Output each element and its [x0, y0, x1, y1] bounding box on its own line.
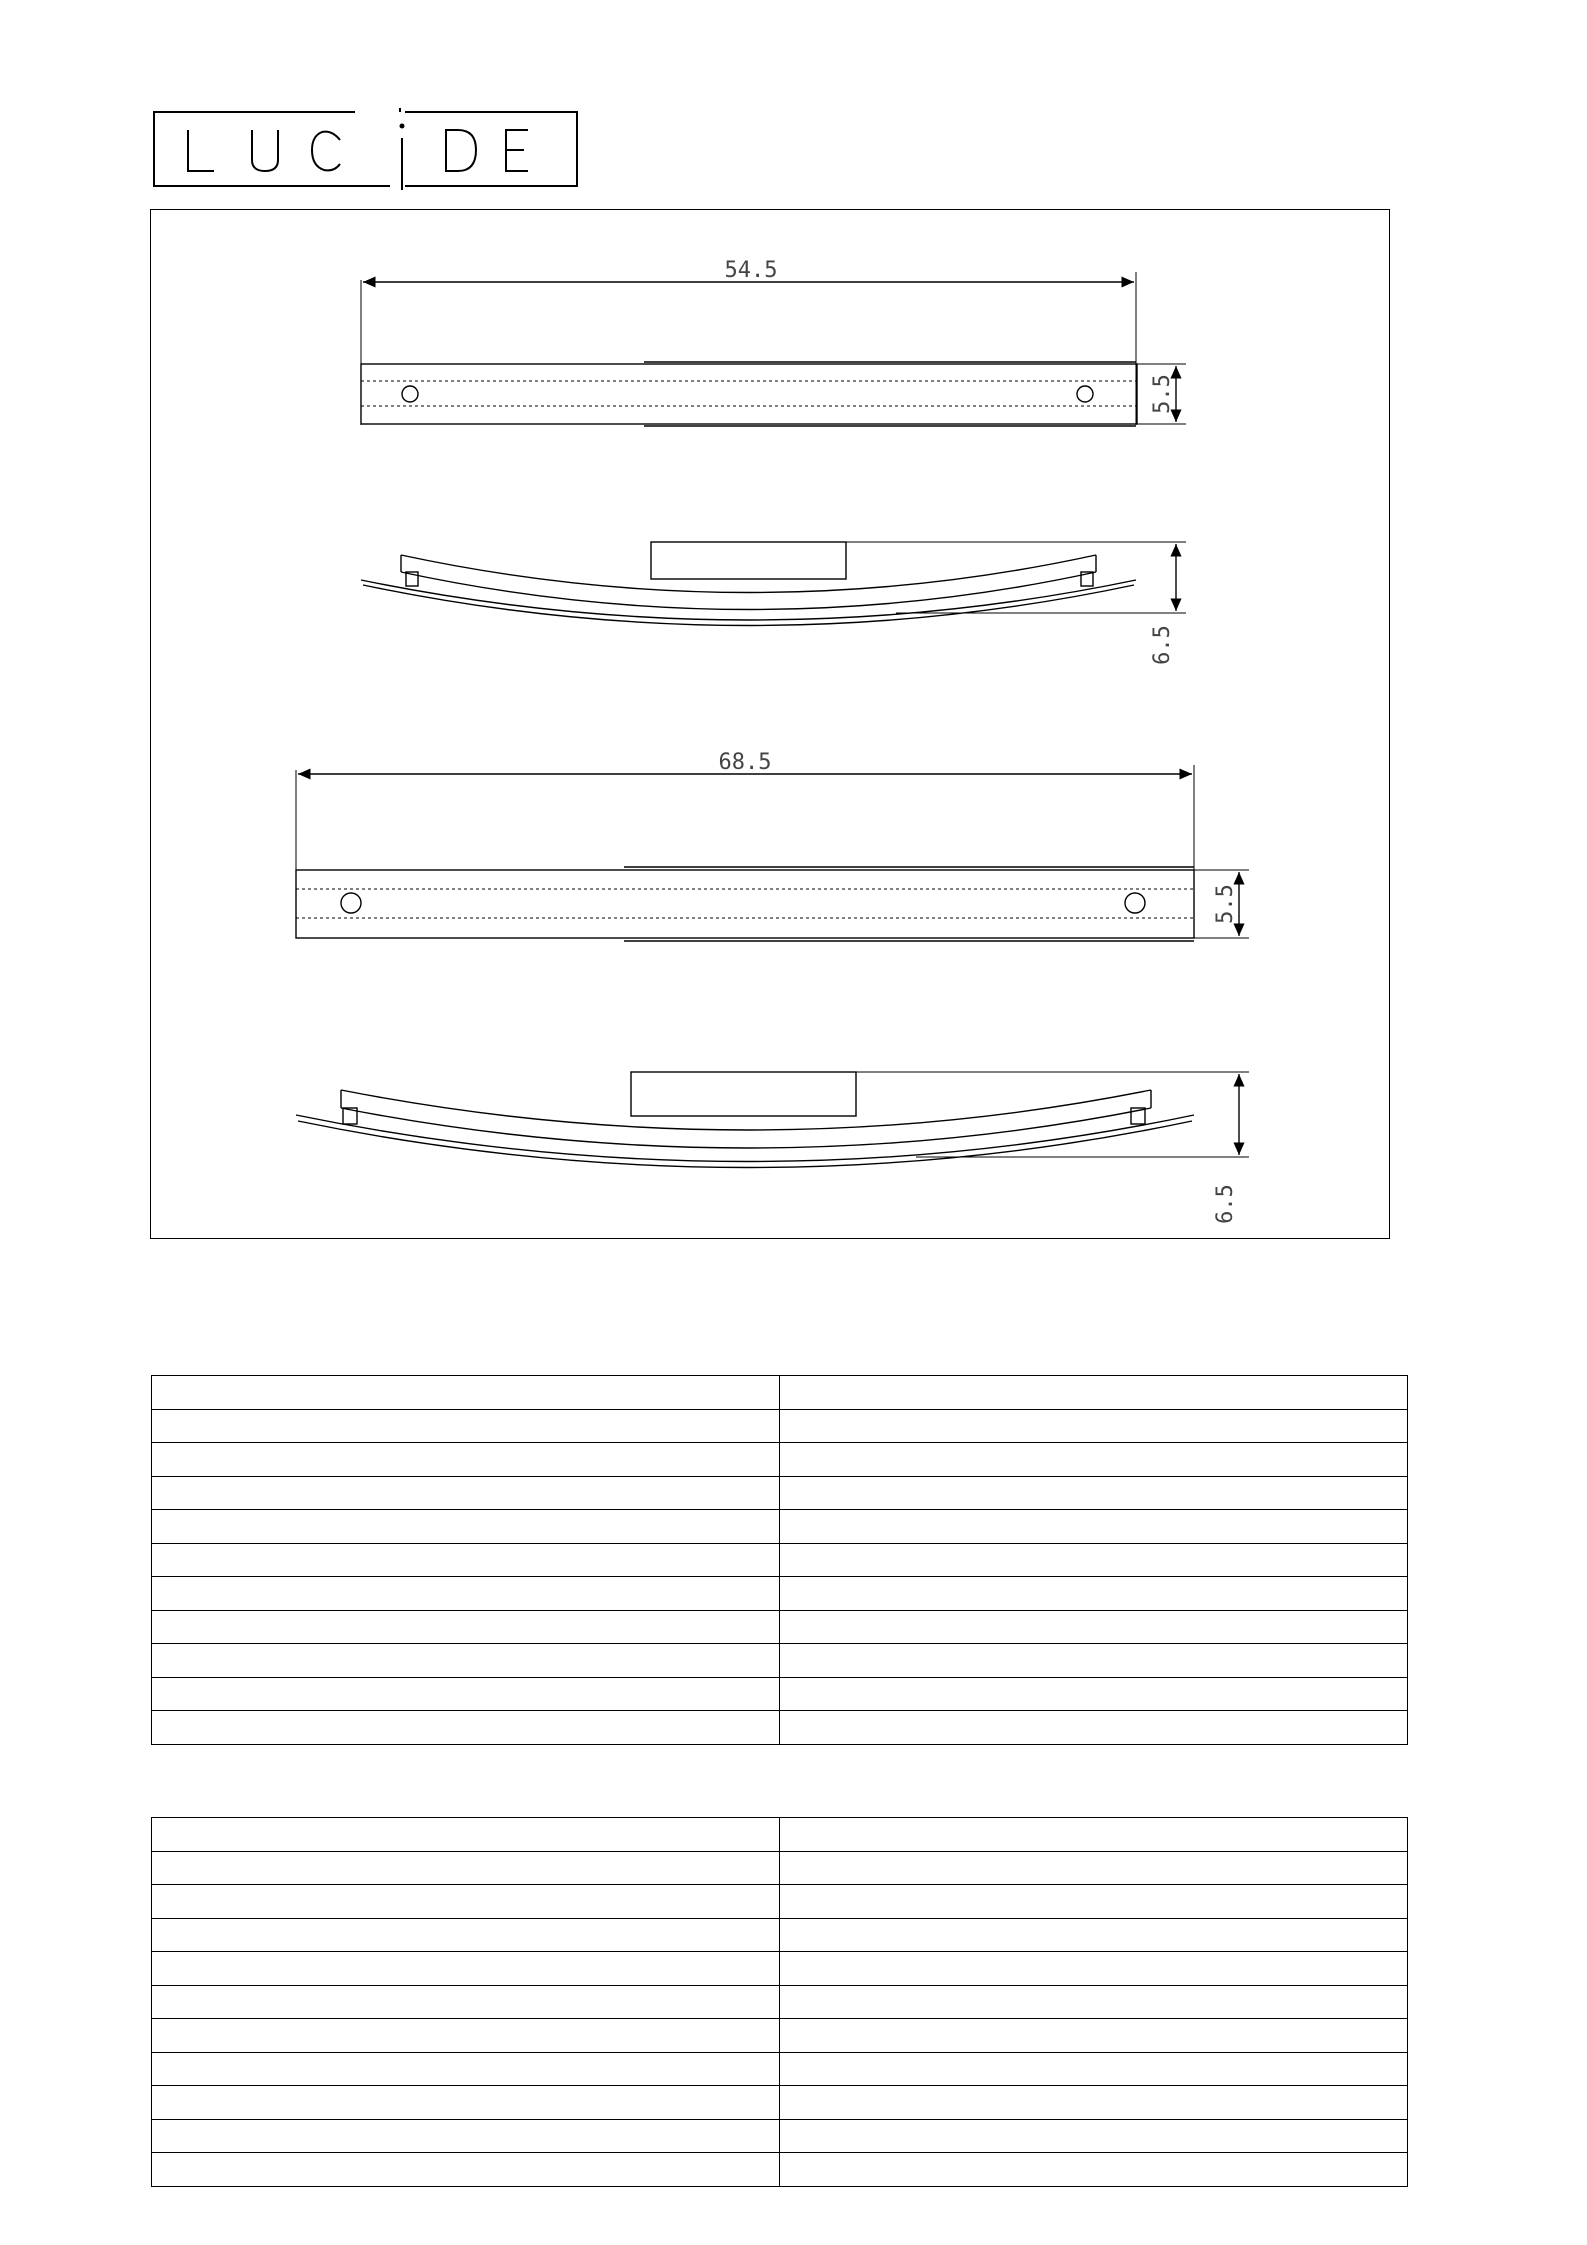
table-row [152, 1476, 1408, 1510]
table-row [152, 1610, 1408, 1644]
table-row [152, 1409, 1408, 1443]
table-cell [780, 1918, 1408, 1952]
table-cell [152, 1510, 780, 1544]
table-cell [780, 1610, 1408, 1644]
table-cell [152, 1952, 780, 1986]
depth-label-large: 6.5 [1213, 1184, 1238, 1224]
table-cell [780, 1476, 1408, 1510]
table-cell [152, 1610, 780, 1644]
table-row [152, 1510, 1408, 1544]
table-cell [780, 1644, 1408, 1678]
table-cell [152, 1985, 780, 2019]
table-row [152, 1677, 1408, 1711]
table-cell [780, 1510, 1408, 1544]
side-view-small [361, 542, 1186, 626]
table-cell [780, 1677, 1408, 1711]
table-row [152, 1577, 1408, 1611]
table-cell [780, 2086, 1408, 2120]
table-cell [780, 1851, 1408, 1885]
lucide-logo [150, 108, 580, 190]
table-cell [780, 1885, 1408, 1919]
table-cell [780, 2119, 1408, 2153]
table-row [152, 2119, 1408, 2153]
table-cell [152, 1577, 780, 1611]
table-cell [780, 1952, 1408, 1986]
table-cell [152, 1443, 780, 1477]
table-cell [152, 1711, 780, 1745]
technical-drawing [150, 209, 1390, 1239]
table-row [152, 1711, 1408, 1745]
table-cell [152, 2052, 780, 2086]
table-cell [152, 1918, 780, 1952]
table-cell [152, 1376, 780, 1410]
table-row [152, 2052, 1408, 2086]
table-cell [152, 2119, 780, 2153]
table-cell [152, 1818, 780, 1852]
table-row [152, 1644, 1408, 1678]
table-cell [152, 2019, 780, 2053]
table-cell [780, 1543, 1408, 1577]
table-cell [152, 2153, 780, 2187]
table-row [152, 1818, 1408, 1852]
table-cell [780, 2153, 1408, 2187]
table-cell [152, 1476, 780, 1510]
table-row [152, 2019, 1408, 2053]
width-label-small: 54.5 [724, 258, 778, 283]
table-cell [780, 1985, 1408, 2019]
table-cell [780, 1818, 1408, 1852]
table-row [152, 1851, 1408, 1885]
table-cell [780, 1711, 1408, 1745]
table-row [152, 2153, 1408, 2187]
top-view-small [361, 272, 1186, 426]
table-cell [152, 2086, 780, 2120]
height-label-small: 5.5 [1150, 374, 1175, 414]
table-cell [152, 1885, 780, 1919]
table-row [152, 1885, 1408, 1919]
table-row [152, 2086, 1408, 2120]
depth-label-small: 6.5 [1150, 625, 1175, 665]
table-row [152, 1952, 1408, 1986]
table-row [152, 1543, 1408, 1577]
table-cell [152, 1543, 780, 1577]
table-cell [152, 1677, 780, 1711]
table-row [152, 1918, 1408, 1952]
table-cell [780, 2052, 1408, 2086]
table-cell [152, 1851, 780, 1885]
table-cell [780, 2019, 1408, 2053]
table-cell [152, 1644, 780, 1678]
table-row [152, 1376, 1408, 1410]
table-cell [780, 1577, 1408, 1611]
table-cell [152, 1409, 780, 1443]
width-label-large: 68.5 [718, 750, 772, 775]
side-view-large [296, 1072, 1249, 1168]
top-view-large [296, 765, 1249, 941]
table-row [152, 1985, 1408, 2019]
table-cell [780, 1376, 1408, 1410]
table-cell [780, 1443, 1408, 1477]
spec-table-1 [151, 1375, 1408, 1745]
height-label-large: 5.5 [1213, 884, 1238, 924]
spec-table-2 [151, 1817, 1408, 2187]
table-cell [780, 1409, 1408, 1443]
table-row [152, 1443, 1408, 1477]
